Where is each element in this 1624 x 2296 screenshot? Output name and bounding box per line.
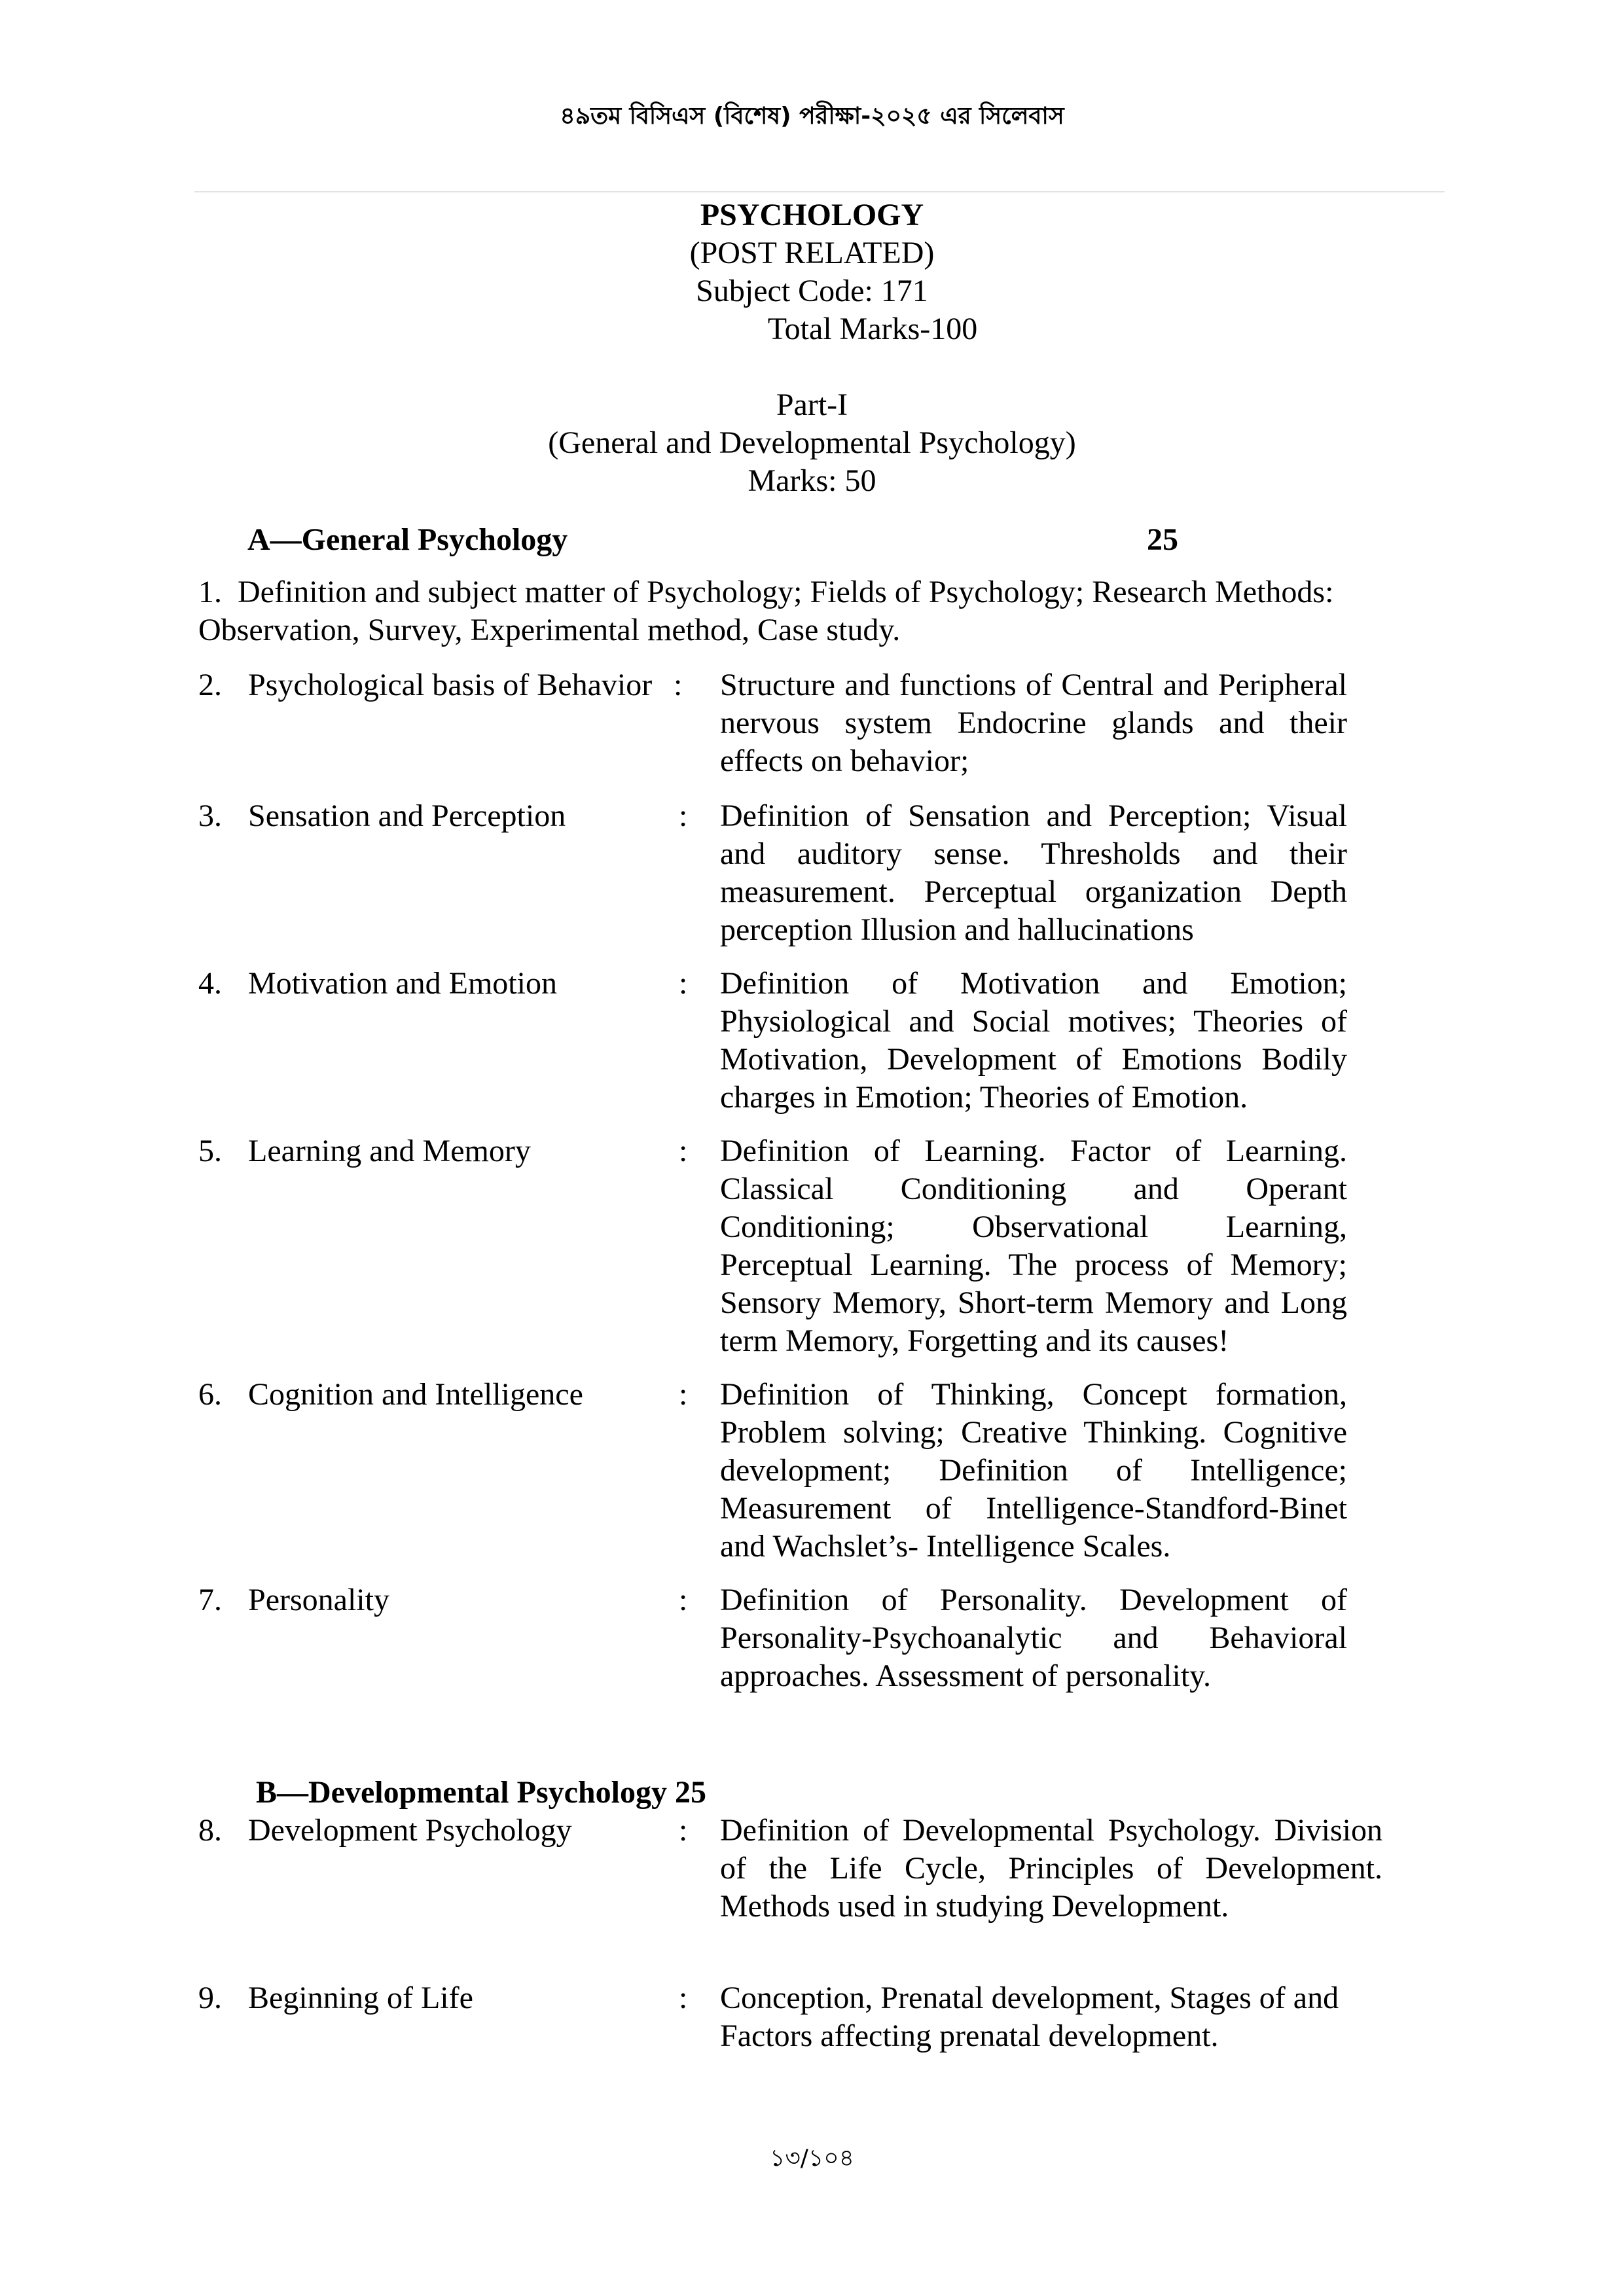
syllabus-item-1 [198,573,1416,649]
item-number: 5. [198,1134,222,1168]
section-a-marks: 25 [1147,522,1178,557]
running-header: ৪৯তম বিসিএস (বিশেষ) পরীক্ষা-২০২৫ এর সিলেবাস [560,103,1064,130]
item-description: Definition of Personality. Development of Personality-Psychoanalytic and Behavioral approaches. Assessment of personality. [720,1583,1347,1693]
item-number: 7. [198,1583,222,1617]
item-topic: Development Psychology [248,1813,572,1848]
item-description: Conception, Prenatal development, Stages of and Factors affecting prenatal development. [720,1981,1339,2053]
item-colon: : [679,798,688,833]
item-colon: : [679,1377,688,1412]
item-description: Definition of Learning. Factor of Learning. Classical Conditioning and Operant Conditioning; Observational Learning, Perceptual Learning. The process of Memory; Sensory Memory, Short-term Memory and Long term Memory, Forgetting and its causes! [720,1134,1347,1358]
item-colon: : [679,966,688,1001]
item-description: Definition of Developmental Psychology. Division of the Life Cycle, Principles of Development. Methods used in studying Development. [720,1813,1382,1924]
item-description: Definition of Sensation and Perception; Visual and auditory sense. Thresholds and their measurement. Perceptual organization Depth perception Illusion and hallucinations [720,798,1347,947]
part-marks: Marks: 50 [748,463,876,498]
item-colon: : [679,1981,688,2015]
item-number: 4. [198,966,222,1001]
title-spacer [0,348,1624,386]
item-number: 8. [198,1813,222,1848]
item-text: Definition and subject matter of Psychology; Fields of Psychology; Research Methods: Observation, Survey, Experimental method, Case study. [198,575,1334,647]
part-title: (General and Developmental Psychology) [548,425,1076,460]
item-description: Definition of Motivation and Emotion; Physiological and Social motives; Theories of Motivation, Development of Emotions Bodily charges in Emotion; Theories of Emotion. [720,966,1347,1115]
subject-category: (POST RELATED) [689,236,935,270]
page-number: ১৩/১০৪ [769,2145,855,2172]
item-topic: Beginning of Life [248,1981,473,2015]
section-a-heading: A—General Psychology [247,522,568,557]
item-colon: : [679,1813,688,1848]
subject-code: Subject Code: 171 [696,274,928,308]
item-topic: Personality [248,1583,389,1617]
item-topic: Psychological basis of Behavior [248,668,653,702]
item-topic: Learning and Memory [248,1134,531,1168]
item-number: 9. [198,1981,222,2015]
item-colon: : [679,1583,688,1617]
item-number: 2. [198,668,222,702]
item-topic: Sensation and Perception [248,798,566,833]
item-description: Definition of Thinking, Concept formation, Problem solving; Creative Thinking. Cognitive development; Definition of Intelligence; Measurement of Intelligence-Standford-Binet and Wachslet’s- Intelligence Scales. [720,1377,1347,1564]
section-b-heading: B—Developmental Psychology 25 [256,1775,706,1810]
item-topic: Cognition and Intelligence [248,1377,583,1412]
item-number: 6. [198,1377,222,1412]
item-topic: Motivation and Emotion [248,966,557,1001]
part-label: Part-I [776,387,848,422]
total-marks: Total Marks-100 [767,312,978,346]
item-description: Structure and functions of Central and Peripheral nervous system Endocrine glands and their effects on behavior; [720,668,1347,778]
title-block [0,196,1624,500]
item-number: 3. [198,798,222,833]
item-number: 1. [198,575,222,609]
item-colon: : [679,1134,688,1168]
item-colon: : [674,668,683,702]
subject-title: PSYCHOLOGY [700,198,924,232]
header-divider [194,191,1445,192]
